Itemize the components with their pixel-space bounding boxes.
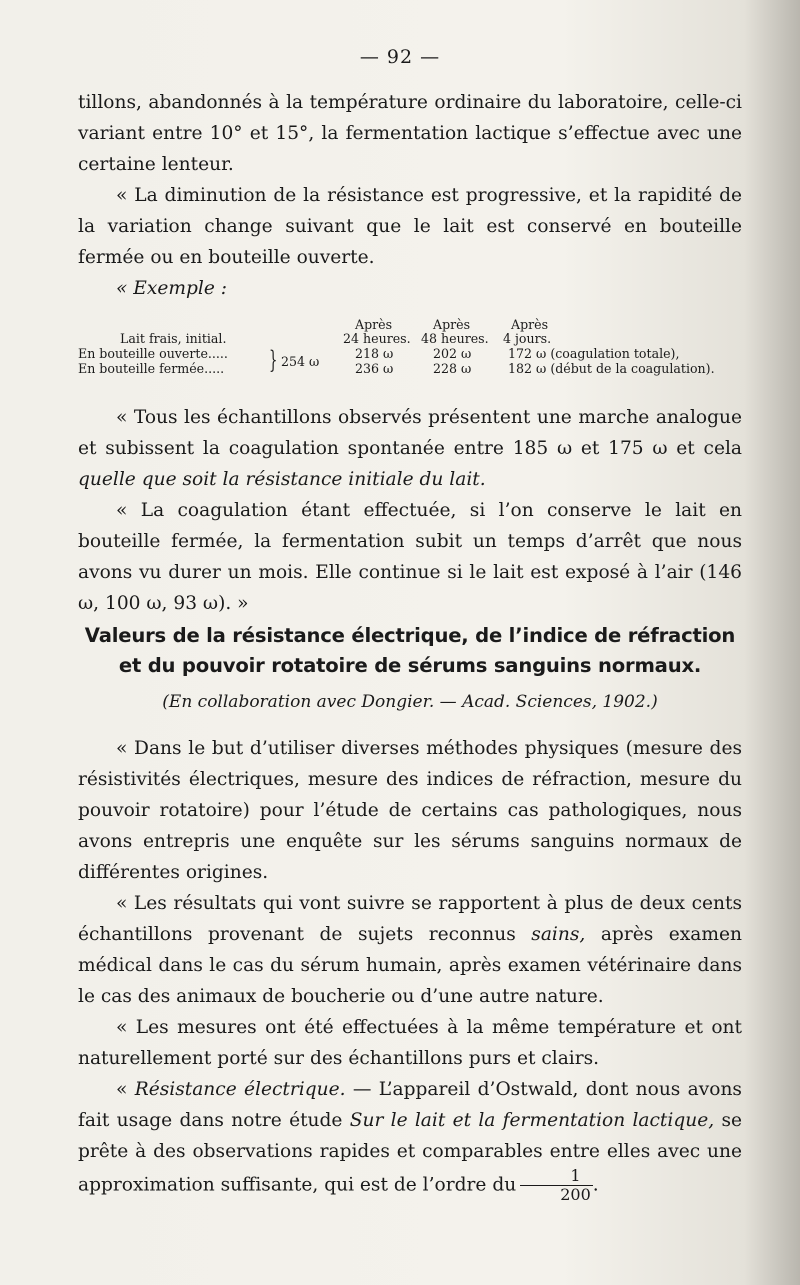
table-cell: 228 ω	[433, 361, 472, 376]
table-row-label: En bouteille fermée.....	[78, 361, 225, 376]
table-header-48h-top: Après	[433, 317, 471, 332]
section-heading-line1: Valeurs de la résistance électrique, de l’indice de réfraction	[84, 624, 736, 647]
paragraph-methods: « Dans le but d’utiliser diverses méthodes physiques (mesure des résistivités électriques, mesure des indices de réfraction, mesure du pouvoir rotatoire) pour l’étude de certains cas pathologiques, nous avons entrepris une enquête sur les sérums sanguins normaux de différentes origines.	[78, 738, 742, 883]
paragraph-coagulation-effect: « La coagulation étant effectuée, si l’on conserve le lait en bouteille fermée, la fermentation subit un temps d’arrêt que nous avons vu durer un mois. Elle continue si le lait est exposé à l’air (146 ω, 100 ω, 93 ω). »	[78, 500, 742, 614]
body-text-middle	[78, 402, 742, 619]
paragraph-resistance-diminution: « La diminution de la résistance est progressive, et la rapidité de la variation change suivant que le lait est conservé en bouteille fermée ou en bouteille ouverte.	[78, 185, 742, 268]
table-row-label: En bouteille ouverte.....	[78, 346, 228, 361]
example-label: « Exemple :	[116, 278, 228, 299]
fraction-numerator: 1	[520, 1167, 593, 1186]
paragraph-coagulation-range: « Tous les échantillons observés présentent une marche analogue et subissent la coagulation spontanée entre 185 ω et 175 ω et cela quelle que soit la résistance initiale du lait.	[78, 407, 742, 490]
fraction-denominator: 200	[560, 1185, 591, 1204]
paragraph-electrical-resistance: « Résistance électrique. — L’appareil d’Ostwald, dont nous avons fait usage dans notre étude Sur le lait et la fermentation lactique, se prête à des observations rapides et comparables entre elles avec une approximation suffisante, qui est de l’ordre du $\frac{1}{200}$ .	[78, 1079, 742, 1204]
table-header-4j: 4 jours.	[503, 331, 552, 346]
table-cell: 172 ω (coagulation totale),	[508, 346, 680, 361]
table-header-48h: 48 heures.	[421, 331, 489, 346]
table-initial-label: Lait frais, initial.	[120, 331, 227, 346]
table-cell: 218 ω	[355, 346, 394, 361]
table-cell: 182 ω (début de la coagulation).	[508, 361, 715, 376]
brace-icon: }	[269, 346, 278, 374]
paragraph-results: « Les résultats qui vont suivre se rapportent à plus de deux cents échantillons provenant de sujets reconnus sains, après examen médical dans le cas du sérum humain, après examen vétérinaire dans le cas des animaux de boucherie ou d’une autre nature.	[78, 893, 742, 1007]
table-cell: 236 ω	[355, 361, 394, 376]
section-heading-line2: et du pouvoir rotatoire de sérums sanguins normaux.	[118, 654, 702, 677]
fraction	[520, 1167, 593, 1204]
page-number: — 92 —	[359, 46, 441, 68]
table-initial-value: 254 ω	[281, 354, 320, 369]
table-header-24h: 24 heures.	[343, 331, 411, 346]
table-cell: 202 ω	[433, 346, 472, 361]
section-heading	[78, 621, 742, 681]
table-header-24h-top: Après	[355, 317, 393, 332]
body-text-top	[78, 87, 742, 304]
paragraph-continuation: tillons, abandonnés à la température ordinaire du laboratoire, celle-ci variant entre 10° et 15°, la fermentation lactique s’effectue avec une certaine lenteur.	[78, 92, 742, 175]
reference-line: (En collaboration avec Dongier. — Acad. Sciences, 1902.)	[162, 692, 658, 712]
table-header-4j-top: Après	[511, 317, 549, 332]
body-text-bottom	[78, 733, 742, 1204]
paragraph-measures: « Les mesures ont été effectuées à la même température et ont naturellement porté sur des échantillons purs et clairs.	[78, 1017, 742, 1069]
